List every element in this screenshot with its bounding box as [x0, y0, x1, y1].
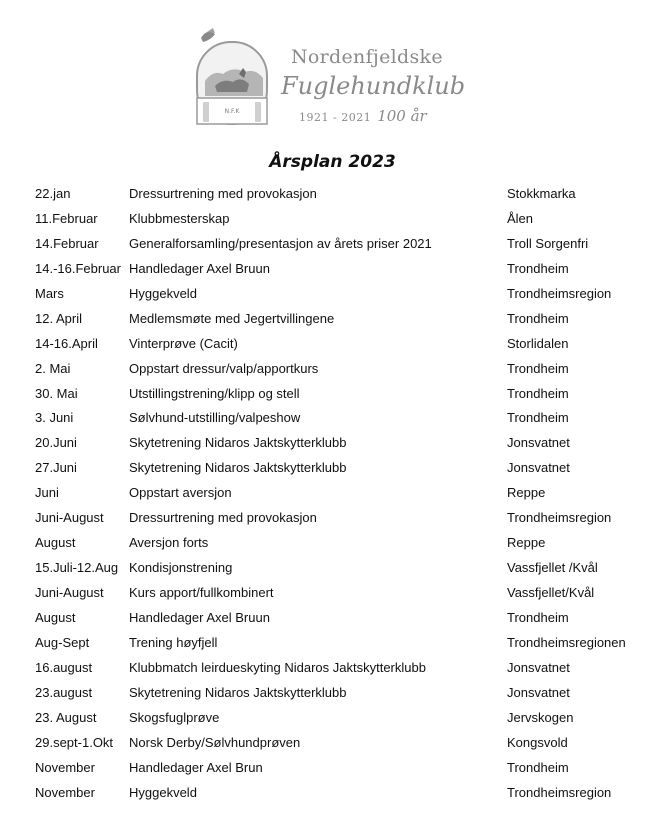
schedule-date: 29.sept-1.Okt: [35, 734, 114, 750]
schedule-date: 23. August: [35, 709, 97, 725]
schedule-date: 14-16.April: [35, 335, 98, 351]
schedule-event: Utstillingstrening/klipp og stell: [129, 385, 300, 401]
schedule-row: [35, 406, 655, 431]
schedule-event: Generalforsamling/presentasjon av årets priser 2021: [129, 235, 432, 251]
schedule-row: [35, 481, 655, 506]
logo-anniversary: [299, 106, 427, 125]
schedule-place: Stokkmarka: [507, 186, 576, 201]
schedule-date: November: [35, 784, 95, 800]
schedule-event: Sølvhund-utstilling/valpeshow: [129, 410, 301, 426]
schedule-place: Vassfjellet /Kvål: [507, 560, 598, 576]
schedule-date: 16.august: [35, 659, 93, 675]
schedule-row: [35, 581, 655, 606]
schedule-row: [35, 556, 655, 581]
schedule-date: 22.jan: [35, 186, 71, 201]
schedule-table: [35, 182, 655, 805]
schedule-row: [35, 456, 655, 481]
logo-anniversary-label: 100 år: [377, 107, 427, 125]
schedule-row: [35, 606, 655, 631]
schedule-row: [35, 756, 655, 781]
schedule-event: Skytetrening Nidaros Jaktskytterklubb: [129, 684, 347, 700]
schedule-event: Dressurtrening med provokasjon: [129, 186, 317, 201]
club-logo: [193, 26, 466, 128]
schedule-date: 3. Juni: [35, 410, 74, 426]
schedule-row: [35, 681, 655, 706]
schedule-event: Klubbmatch leirdueskyting Nidaros Jaktskytterklubb: [129, 659, 426, 675]
schedule-event: Norsk Derby/Sølvhundprøven: [129, 734, 301, 750]
schedule-date: Mars: [35, 285, 64, 301]
schedule-date: 2. Mai: [35, 360, 71, 376]
schedule-date: Juni-August: [35, 585, 104, 600]
schedule-date: August: [35, 535, 76, 551]
schedule-date: 14.-16.Februar: [35, 260, 121, 276]
schedule-event: Hyggekveld: [129, 285, 197, 301]
schedule-row: [35, 332, 655, 357]
logo-line-club-region: Nordenfjeldske: [291, 46, 443, 68]
schedule-row: [35, 431, 655, 456]
schedule-event: Handledager Axel Bruun: [129, 260, 270, 276]
schedule-row: [35, 506, 655, 531]
schedule-place: Troll Sorgenfri: [507, 235, 589, 251]
schedule-row: [35, 731, 655, 756]
schedule-row: [35, 382, 655, 407]
schedule-place: Kongsvold: [507, 734, 568, 750]
logo-years: 1921 - 2021: [299, 111, 372, 124]
schedule-place: Trondheim: [507, 609, 569, 625]
schedule-row: [35, 531, 655, 556]
schedule-row: [35, 781, 655, 806]
schedule-row: [35, 357, 655, 382]
schedule-row: [35, 706, 655, 731]
schedule-place: Vassfjellet/Kvål: [507, 585, 595, 600]
schedule-event: Dressurtrening med provokasjon: [129, 510, 317, 526]
schedule-date: August: [35, 609, 76, 625]
schedule-place: Jonsvatnet: [507, 684, 570, 700]
schedule-row: [35, 257, 655, 282]
schedule-date: 15.Juli-12.Aug: [35, 560, 119, 576]
schedule-event: Medlemsmøte med Jegertvillingene: [129, 310, 335, 326]
club-emblem-icon: [193, 26, 271, 128]
schedule-event: Hyggekveld: [129, 784, 197, 800]
schedule-place: Jonsvatnet: [507, 460, 570, 476]
schedule-event: Kurs apport/fullkombinert: [129, 585, 274, 600]
schedule-place: Trondheimsregion: [507, 510, 612, 526]
schedule-date: 11.Februar: [35, 210, 98, 226]
schedule-place: Trondheim: [507, 410, 569, 426]
schedule-place: Ålen: [507, 210, 534, 226]
schedule-event: Skogsfuglprøve: [129, 709, 220, 725]
schedule-place: Trondheimsregion: [507, 285, 612, 301]
schedule-event: Handledager Axel Bruun: [129, 609, 270, 625]
schedule-row: [35, 282, 655, 307]
schedule-date: 27.Juni: [35, 460, 77, 476]
schedule-place: Trondheim: [507, 385, 569, 401]
schedule-place: Jervskogen: [507, 709, 574, 725]
schedule-row: [35, 207, 655, 232]
schedule-place: Reppe: [507, 485, 546, 501]
schedule-place: Jonsvatnet: [507, 659, 570, 675]
schedule-event: Aversjon forts: [129, 535, 209, 551]
schedule-date: 14.Februar: [35, 235, 99, 251]
schedule-date: 23.august: [35, 684, 93, 700]
schedule-row: [35, 656, 655, 681]
schedule-date: Juni: [35, 485, 59, 501]
logo-line-club-name: Fuglehundklub: [281, 72, 466, 100]
schedule-place: Trondheimsregionen: [507, 634, 626, 650]
schedule-date: 20.Juni: [35, 435, 77, 451]
schedule-row: [35, 182, 655, 207]
schedule-place: Trondheim: [507, 260, 569, 276]
schedule-event: Vinterprøve (Cacit): [129, 335, 238, 351]
page-title: Årsplan 2023: [269, 152, 396, 172]
schedule-date: 30. Mai: [35, 385, 78, 401]
schedule-date: November: [35, 759, 95, 775]
schedule-place: Reppe: [507, 535, 546, 551]
schedule-event: Skytetrening Nidaros Jaktskytterklubb: [129, 435, 347, 451]
schedule-event: Oppstart dressur/valp/apportkurs: [129, 360, 319, 376]
schedule-place: Trondheim: [507, 310, 569, 326]
schedule-place: Trondheimsregion: [507, 784, 612, 800]
schedule-event: Klubbmesterskap: [129, 210, 230, 226]
schedule-event: Trening høyfjell: [129, 634, 218, 650]
schedule-event: Oppstart aversjon: [129, 485, 232, 501]
schedule-place: Jonsvatnet: [507, 435, 570, 451]
schedule-date: Juni-August: [35, 510, 104, 526]
schedule-date: Aug-Sept: [35, 634, 90, 650]
schedule-event: Kondisjonstrening: [129, 560, 233, 576]
schedule-event: Handledager Axel Brun: [129, 759, 263, 775]
schedule-place: Trondheim: [507, 360, 569, 376]
schedule-date: 12. April: [35, 310, 82, 326]
schedule-event: Skytetrening Nidaros Jaktskytterklubb: [129, 460, 347, 476]
schedule-place: Trondheim: [507, 759, 569, 775]
schedule-row: [35, 232, 655, 257]
schedule-row: [35, 631, 655, 656]
logo-badge: N.F.K: [224, 108, 240, 115]
schedule-row: [35, 307, 655, 332]
schedule-place: Storlidalen: [507, 335, 569, 351]
